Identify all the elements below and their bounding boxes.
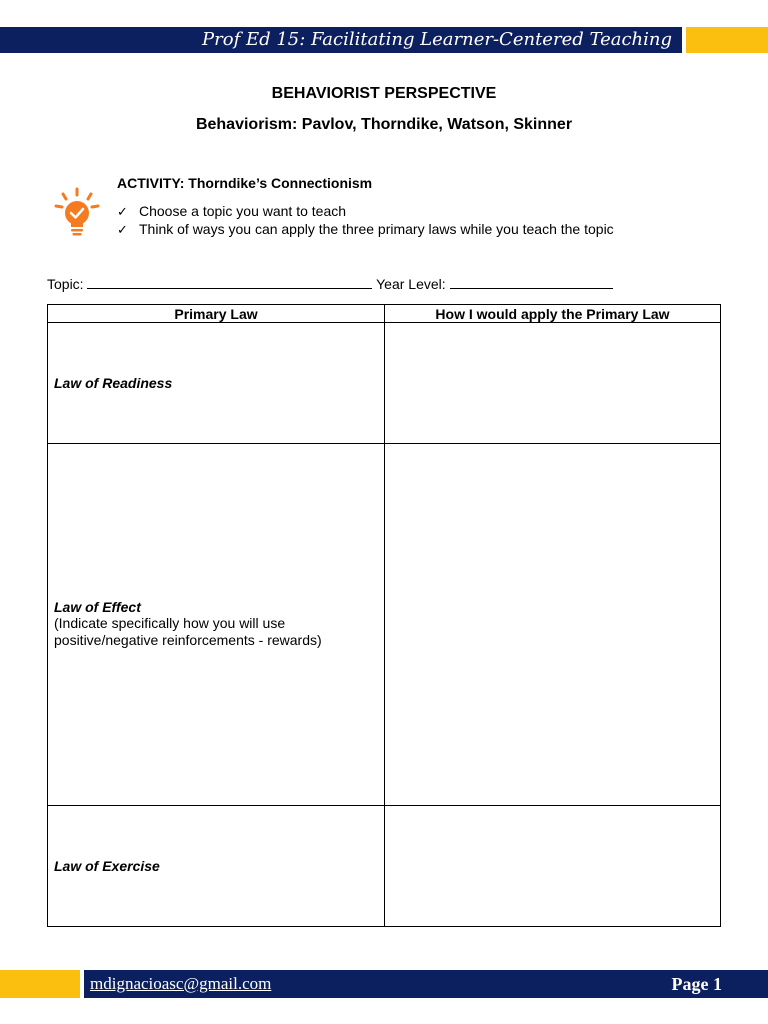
table-header-row: [48, 305, 721, 323]
list-item: [117, 203, 614, 221]
application-cell[interactable]: [385, 806, 721, 927]
application-cell[interactable]: [385, 323, 721, 444]
lightbulb-check-icon: [54, 187, 100, 239]
law-cell: [48, 806, 385, 927]
checklist-text: Choose a topic you want to teach: [139, 203, 347, 219]
header-bar: [0, 27, 682, 53]
law-cell: [48, 323, 385, 444]
page-subtitle: Behaviorism: Pavlov, Thorndike, Watson, Skinner: [195, 116, 573, 133]
checkmark-icon: ✓: [117, 204, 128, 219]
footer-bar: [84, 970, 768, 998]
checkmark-icon: ✓: [117, 222, 128, 237]
header-accent: [686, 27, 768, 53]
header-title: Prof Ed 15: Facilitating Learner-Centered Teaching: [202, 29, 672, 50]
column-header-application: How I would apply the Primary Law: [385, 305, 721, 323]
law-note: (Indicate specifically how you will use positive/negative reinforcements - rewards): [54, 615, 322, 649]
checklist-text: Think of ways you can apply the three primary laws while you teach the topic: [139, 221, 614, 237]
law-cell: [48, 443, 385, 805]
activity-title: ACTIVITY: Thorndike’s Connectionism: [117, 175, 373, 191]
table-row: [48, 443, 721, 805]
table-row: [48, 806, 721, 927]
footer-accent: [0, 970, 80, 998]
law-name: Law of Exercise: [54, 858, 160, 875]
table-row: [48, 323, 721, 444]
activity-checklist: [117, 203, 614, 239]
year-level-blank[interactable]: [450, 276, 613, 289]
topic-label: Topic:: [47, 276, 84, 292]
page-title: BEHAVIORIST PERSPECTIVE: [271, 85, 497, 102]
year-level-label: Year Level:: [376, 276, 446, 292]
column-header-primary-law: Primary Law: [48, 305, 385, 323]
topic-year-line: [47, 276, 613, 292]
email-link[interactable]: mdignacioasc@gmail.com: [90, 974, 272, 993]
list-item: [117, 221, 614, 239]
law-name: Law of Effect: [54, 599, 141, 616]
law-name: Law of Readiness: [54, 374, 173, 391]
application-cell[interactable]: [385, 443, 721, 805]
page-number: Page 1: [671, 974, 722, 994]
topic-blank[interactable]: [87, 276, 372, 289]
primary-law-table: [47, 304, 721, 927]
